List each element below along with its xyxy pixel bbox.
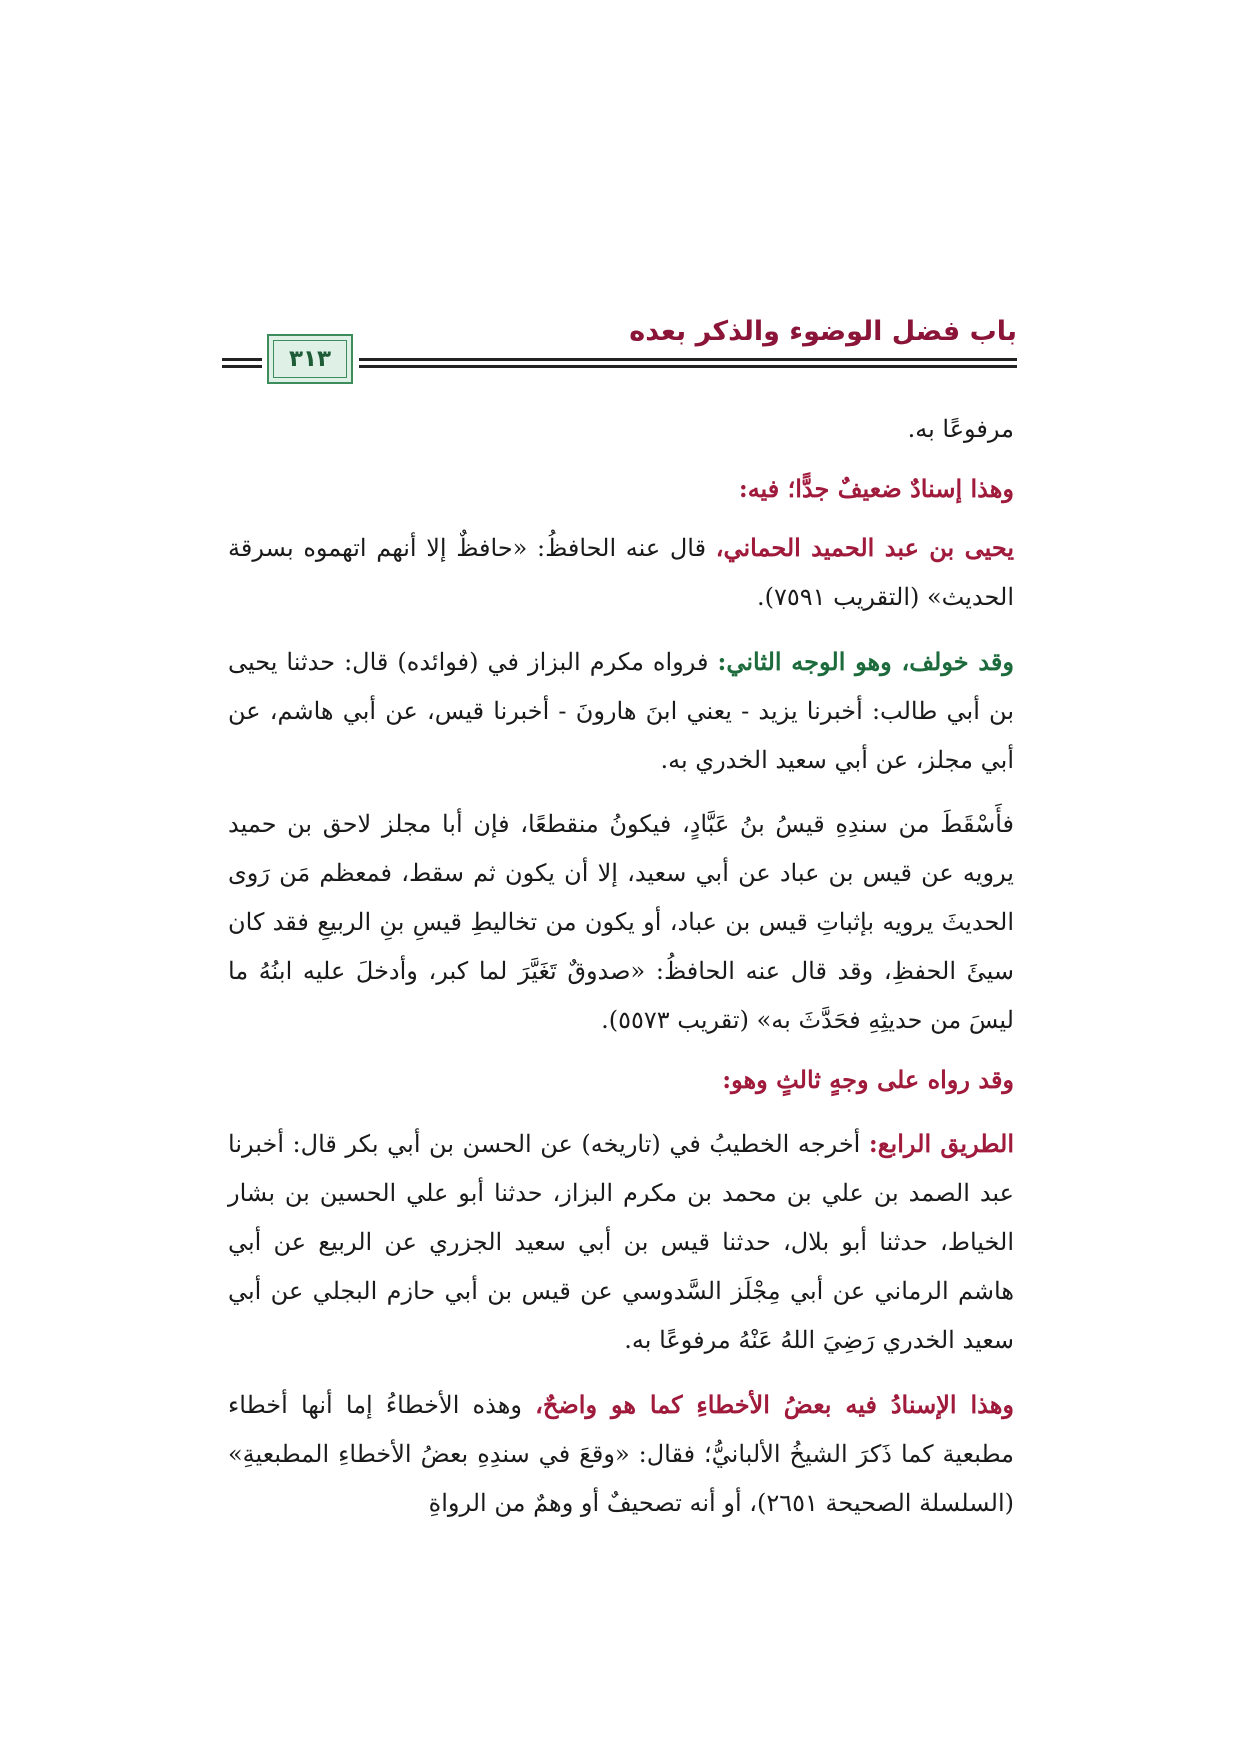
header-rule-left-top [222, 358, 262, 361]
fourth-path-text: أخرجه الخطيبُ في (تاريخه) عن الحسن بن أبي بكر قال: أخبرنا عبد الصمد بن علي بن محمد بن مكرم البزاز، حدثنا أبو علي الحسين بن بشار الخياط، حدثنا أبو بلال، حدثنا قيس بن أبي سعيد الجزري عن الربيع عن أبي هاشم الرماني عن أبي مِجْلَز السَّدوسي عن قيس بن أبي حازم البجلي عن أبي سعيد الخدري رَضِيَ اللهُ عَنْهُ مرفوعًا به. [228, 1130, 1014, 1354]
page-number-badge [267, 334, 353, 384]
paragraph-fourth-path [228, 1119, 1014, 1365]
paragraph-errors [228, 1380, 1014, 1528]
page-header [222, 310, 1017, 382]
section-heading-weak-chain: وهذا إسنادٌ ضعيفٌ جدًّا؛ فيه: [738, 474, 1014, 503]
header-rule-right-top [359, 358, 1017, 361]
narrator-text: قال عنه الحافظُ: «حافظٌ إلا أنهم اتهموه بسرقة الحديث» (التقريب ٧٥٩١). [228, 534, 1014, 611]
errors-text: وهذه الأخطاءُ إما أنها أخطاء مطبعية كما ذَكرَ الشيخُ الألبانيُّ؛ فقال: «وقعَ في سندِهِ بعضُ الأخطاءِ المطبعيةِ» (السلسلة الصحيحة ٢٦٥١)، أو أنه تصحيفٌ أو وهمٌ من الرواةِ [228, 1391, 1015, 1517]
chapter-title: باب فضل الوضوء والذكر بعده [629, 316, 1017, 347]
errors-lead: وهذا الإسنادُ فيه بعضُ الأخطاءِ كما هو واضحٌ، [535, 1390, 1014, 1419]
second-way-lead: وقد خولف، وهو الوجه الثاني: [717, 647, 1014, 676]
header-rule-left-bottom [222, 365, 262, 368]
paragraph-analysis: فأَسْقَطَ من سندِهِ قيسُ بنُ عَبَّادٍ، فيكونُ منقطعًا، فإن أبا مجلز لاحق بن حميد يرويه عن قيس بن عباد عن أبي سعيد، إلا أن يكون ثم سقط، فمعظم مَن رَوى الحديثَ يرويه بإثباتِ قيس بن عباد، أو يكون من تخاليطِ قيسِ بنِ الربيعِ فقد كان سيئَ الحفظِ، وقد قال عنه الحافظُ: «صدوقٌ تَغَيَّرَ لما كبر، وأدخلَ عليه ابنُهُ ما ليسَ من حديثِهِ فحَدَّثَ به» (تقريب ٥٥٧٣). [228, 810, 1014, 1034]
paragraph-second-way [228, 637, 1014, 785]
section-heading-third-way: وقد رواه على وجهٍ ثالثٍ وهو: [722, 1065, 1014, 1094]
narrator-name: يحيى بن عبد الحميد الحماني، [715, 533, 1014, 562]
paragraph-1: مرفوعًا به. [907, 415, 1014, 443]
header-rule-right-bottom [359, 365, 1017, 368]
fourth-path-lead: الطريق الرابع: [868, 1129, 1014, 1158]
page-body [228, 405, 1014, 1543]
page-number: ٣١٣ [288, 346, 332, 372]
second-way-text: فرواه مكرم البزاز في (فوائده) قال: حدثنا يحيى بن أبي طالب: أخبرنا يزيد - يعني ابنَ هارونَ - أخبرنا قيس، عن أبي هاشم، عن أبي مجلز، عن أبي سعيد الخدري به. [228, 648, 1014, 774]
paragraph-narrator [228, 523, 1014, 622]
